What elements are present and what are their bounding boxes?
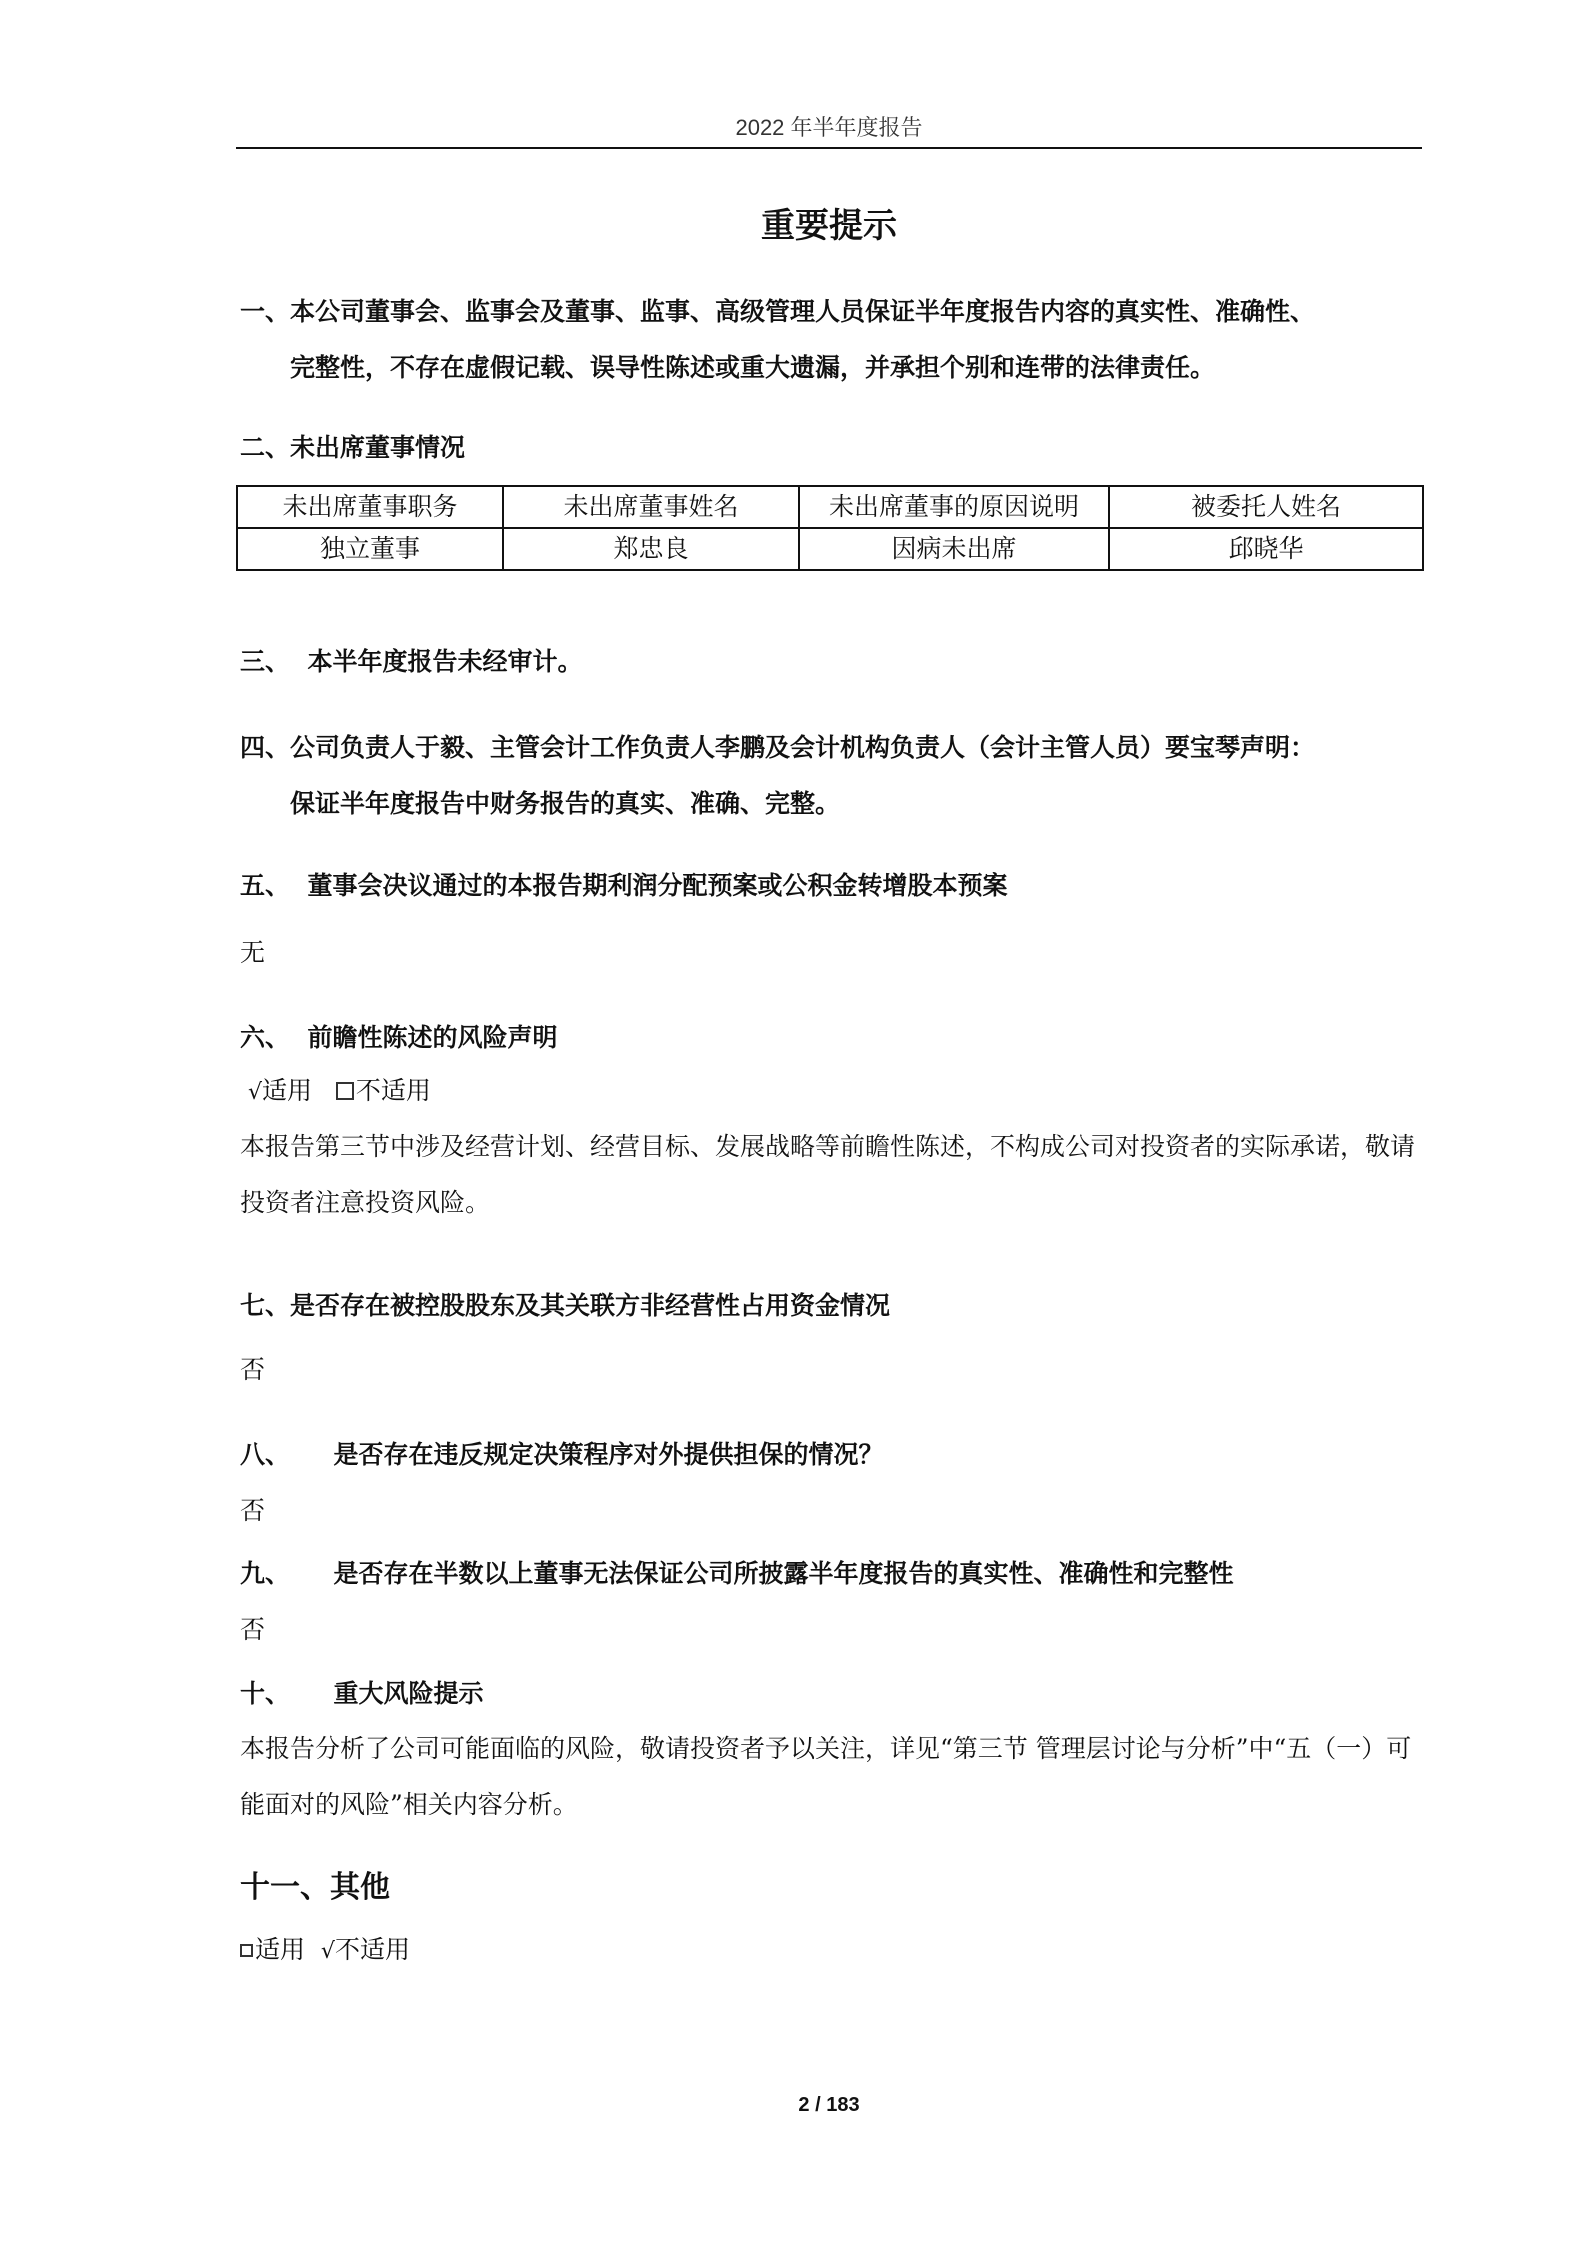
table-header-cell: 未出席董事姓名: [503, 486, 799, 528]
section-6-number: 六、: [240, 1023, 291, 1052]
section-1-line2: 完整性，不存在虚假记载、误导性陈述或重大遗漏，并承担个别和连带的法律责任。: [290, 353, 1216, 382]
section-5-number: 五、: [240, 871, 291, 900]
section-3-number: 三、: [240, 647, 291, 676]
section-10-number: 十、: [240, 1679, 291, 1708]
section-3-heading: [240, 644, 582, 680]
section-7-heading: [240, 1288, 890, 1324]
section-4-number: 四、: [240, 733, 291, 762]
section-5-heading: [240, 868, 1007, 904]
option-not-applicable: 不适用: [355, 1076, 431, 1105]
table-header-cell: 被委托人姓名: [1109, 486, 1423, 528]
section-11-options: [240, 1932, 410, 1970]
section-1-line1: 本公司董事会、监事会及董事、监事、高级管理人员保证半年度报告内容的真实性、准确性、: [290, 297, 1316, 326]
table-cell: 因病未出席: [799, 528, 1109, 570]
checkmark-icon: √: [320, 1939, 335, 1964]
checkmark-icon: √: [247, 1080, 262, 1105]
page-header: 2022 年半年度报告: [735, 115, 923, 140]
table-cell: 邱晓华: [1109, 528, 1423, 570]
section-2-number: 二、: [240, 433, 291, 462]
section-8-number: 八、: [240, 1440, 291, 1469]
section-6-title: 前瞻性陈述的风险声明: [307, 1023, 558, 1052]
section-6-content: 本报告第三节中涉及经营计划、经营目标、发展战略等前瞻性陈述，不构成公司对投资者的实际承诺，敬请投资者注意投资风险。: [240, 1132, 1416, 1217]
section-6-options: [240, 1073, 431, 1111]
section-9-heading: [240, 1556, 1234, 1592]
option-applicable: 适用: [255, 1935, 306, 1964]
section-2-title: 未出席董事情况: [290, 433, 466, 462]
empty-checkbox-icon: [240, 1944, 253, 1957]
section-10-heading: [240, 1676, 484, 1712]
section-5-title: 董事会决议通过的本报告期利润分配预案或公积金转增股本预案: [307, 871, 1008, 900]
page-number: 2 / 183: [798, 2094, 860, 2116]
section-6-heading: [240, 1020, 557, 1056]
section-11-heading: [240, 1866, 390, 1910]
section-4: [240, 720, 1426, 832]
section-11-title: 其他: [330, 1870, 390, 1905]
header-rule: [236, 147, 1422, 149]
section-8-heading: [240, 1437, 884, 1473]
option-not-applicable: 不适用: [334, 1935, 410, 1964]
empty-checkbox-icon: [336, 1082, 354, 1100]
section-2-heading: [240, 430, 465, 466]
page-title: 重要提示: [761, 206, 897, 246]
table-cell: 郑忠良: [503, 528, 799, 570]
section-8-content: 否: [240, 1496, 266, 1525]
section-7-title: 是否存在被控股股东及其关联方非经营性占用资金情况: [290, 1291, 891, 1320]
section-3-title: 本半年度报告未经审计。: [307, 647, 583, 676]
section-4-line1: 公司负责人于毅、主管会计工作负责人李鹏及会计机构负责人（会计主管人员）要宝琴声明：: [290, 733, 1316, 762]
section-9-number: 九、: [240, 1559, 291, 1588]
section-5-content: 无: [240, 938, 266, 967]
table-cell: 独立董事: [237, 528, 503, 570]
section-7-content: 否: [240, 1355, 266, 1384]
section-7-number: 七、: [240, 1291, 291, 1320]
section-10-content: 本报告分析了公司可能面临的风险，敬请投资者予以关注，详见“第三节 管理层讨论与分析”中“五（一）可能面对的风险”相关内容分析。: [240, 1734, 1412, 1819]
table-row: [237, 528, 1423, 570]
section-1: [240, 284, 1426, 396]
section-8-title: 是否存在违反规定决策程序对外提供担保的情况？: [333, 1440, 884, 1469]
section-1-number: 一、: [240, 297, 291, 326]
table-header-cell: 未出席董事职务: [237, 486, 503, 528]
table-header-row: [237, 486, 1423, 528]
table-header-cell: 未出席董事的原因说明: [799, 486, 1109, 528]
section-4-line2: 保证半年度报告中财务报告的真实、准确、完整。: [290, 789, 841, 818]
section-11-number: 十一、: [240, 1870, 330, 1905]
section-9-title: 是否存在半数以上董事无法保证公司所披露半年度报告的真实性、准确性和完整性: [333, 1559, 1234, 1588]
section-10-title: 重大风险提示: [333, 1679, 484, 1708]
section-9-content: 否: [240, 1615, 266, 1644]
absent-directors-table: [236, 485, 1424, 571]
option-applicable: 适用: [261, 1076, 312, 1105]
